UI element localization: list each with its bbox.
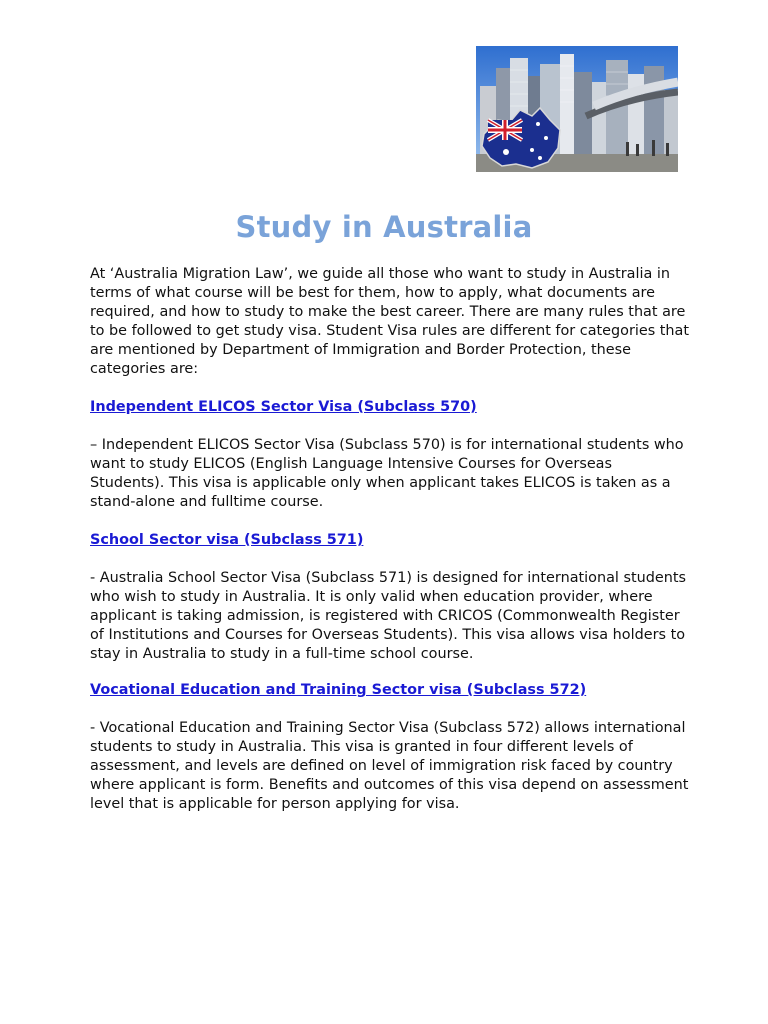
header-photo bbox=[476, 46, 678, 172]
link-subclass-572[interactable]: Vocational Education and Training Sector visa (Subclass 572) bbox=[90, 682, 587, 698]
document-body bbox=[90, 265, 690, 814]
city-skyline-australia-flag-photo-icon bbox=[476, 46, 678, 172]
section-572-paragraph: - Vocational Education and Training Sector Visa (Subclass 572) allows international students to study in Australia. This visa is granted in four different levels of assessment, and levels are defined on level of immigration risk faced by country where applicant is form. Benefits and outcomes of this visa depend on assessment level that is applicable for person applying for visa. bbox=[90, 720, 689, 812]
page-title: Study in Australia bbox=[235, 210, 533, 244]
link-subclass-571[interactable]: School Sector visa (Subclass 571) bbox=[90, 532, 364, 548]
link-subclass-570[interactable]: Independent ELICOS Sector Visa (Subclass 570) bbox=[90, 399, 477, 415]
section-570-paragraph: – Independent ELICOS Sector Visa (Subclass 570) is for international students who want to study ELICOS (English Language Intensive Courses for Overseas Students). This visa is applicable only when applicant takes ELICOS is taken as a stand-alone and fulltime course. bbox=[90, 437, 684, 510]
intro-paragraph: At ‘Australia Migration Law’, we guide all those who want to study in Australia in terms of what course will be best for them, how to apply, what documents are required, and how to study to make the best career. There are many rules that are to be followed to get study visa. Student Visa rules are different for categories that are mentioned by Department of Immigration and Border Protection, these categories are: bbox=[90, 266, 690, 377]
section-571-paragraph: - Australia School Sector Visa (Subclass 571) is designed for international students who wish to study in Australia. It is only valid when education provider, where applicant is taking admission, is registered with CRICOS (Commonwealth Register of Institutions and Courses for Overseas Students). This visa allows visa holders to stay in Australia to study in a full-time school course. bbox=[90, 570, 686, 662]
